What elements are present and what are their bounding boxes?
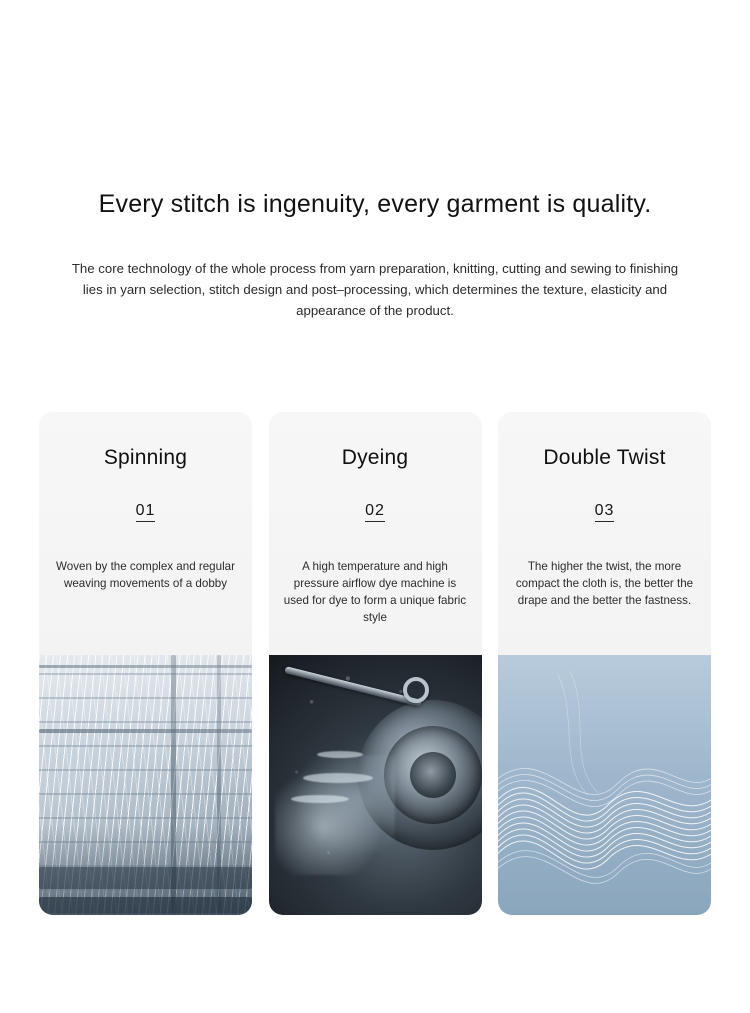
card-title: Double Twist bbox=[543, 446, 666, 469]
white-fiber-strands-photo bbox=[498, 655, 711, 915]
process-card-list bbox=[39, 412, 711, 915]
dye-arm-shape bbox=[284, 666, 422, 707]
dye-ring-shape bbox=[403, 677, 429, 703]
page-subtitle: The core technology of the whole process from yarn preparation, knitting, cutting and sewing to finishing lies in yarn selection, stitch design and post–processing, which determines the texture, elasticity and appearance of the product. bbox=[71, 261, 679, 318]
card-step-number: 02 bbox=[365, 502, 385, 522]
card-description: Woven by the complex and regular weaving movements of a dobby bbox=[56, 560, 235, 590]
card-title: Dyeing bbox=[341, 446, 409, 469]
card-header bbox=[269, 412, 482, 655]
page-title: Every stitch is ingenuity, every garment is quality. bbox=[98, 190, 652, 218]
card-step-number: 03 bbox=[595, 502, 615, 522]
card-header bbox=[498, 412, 711, 655]
card-header bbox=[39, 412, 252, 655]
process-card-dyeing[interactable] bbox=[269, 412, 482, 915]
card-description: A high temperature and high pressure airflow dye machine is used for dye to form a unique fabric style bbox=[283, 560, 467, 624]
card-title: Spinning bbox=[103, 446, 188, 469]
card-step-number: 01 bbox=[136, 502, 156, 522]
airflow-dye-machine-photo bbox=[269, 655, 482, 915]
fiber-strands-icon bbox=[498, 655, 711, 915]
weaving-loom-threads-photo bbox=[39, 655, 252, 915]
process-card-double-twist[interactable] bbox=[498, 412, 711, 915]
process-card-spinning[interactable] bbox=[39, 412, 252, 915]
card-description: The higher the twist, the more compact the cloth is, the better the drape and the better the fastness. bbox=[515, 560, 694, 607]
